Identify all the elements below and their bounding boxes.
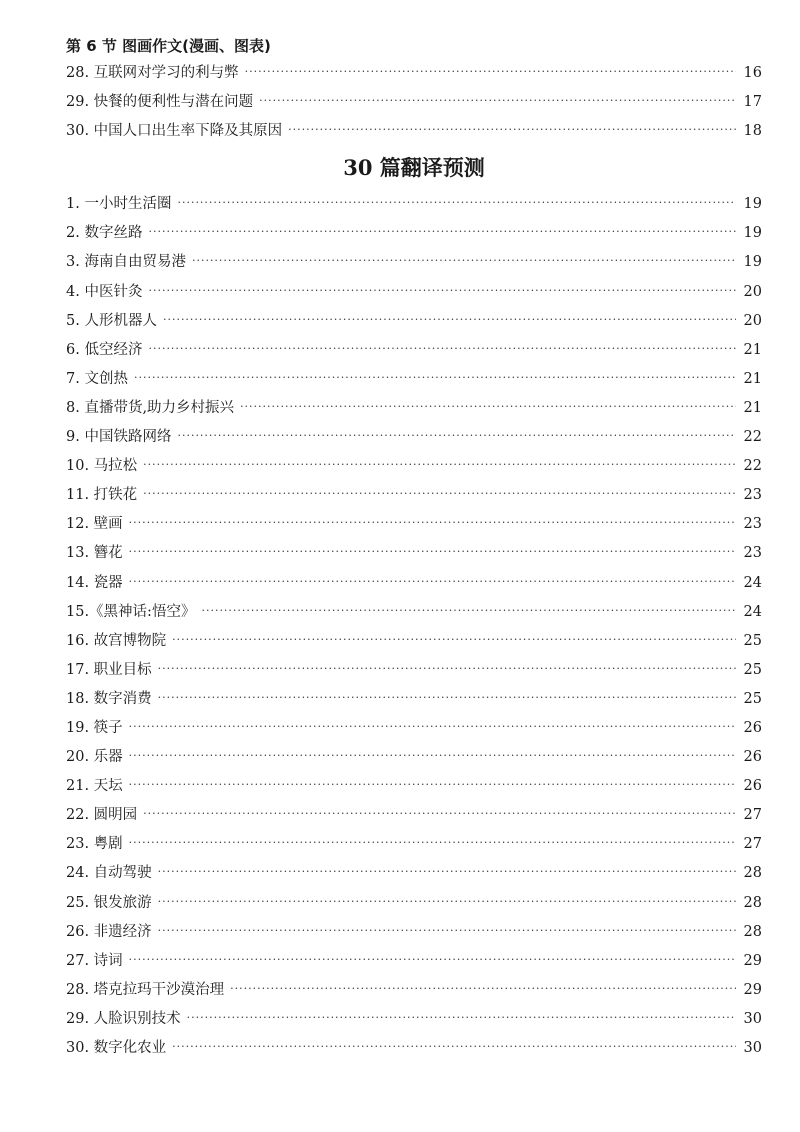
toc-entry-page-number: 19 [743,196,762,213]
toc-entry-page-number: 24 [743,574,762,591]
dot-leader [172,625,736,654]
toc-entry[interactable] [66,307,762,336]
dot-leader [201,596,736,625]
toc-entry[interactable] [66,423,762,452]
toc-entry-page-number: 25 [743,690,762,707]
dot-leader [143,799,736,828]
toc-entry[interactable] [66,365,762,394]
toc-entry[interactable] [66,219,762,248]
toc-entry[interactable] [66,117,762,146]
toc-entry-label: 16. 故宫博物院 [66,632,167,649]
toc-entry-page-number: 20 [743,312,762,329]
toc-entry-page-number: 26 [743,719,762,736]
toc-entry[interactable] [66,918,762,947]
toc-entry-page-number: 23 [743,516,762,533]
toc-entry-page-number: 19 [743,254,762,271]
toc-entry-label: 30. 中国人口出生率下降及其原因 [66,123,283,140]
toc-entry[interactable] [66,801,762,830]
toc-entry-page-number: 24 [743,603,762,620]
toc-entry-label: 23. 粤剧 [66,836,123,853]
toc-entry[interactable] [66,976,762,1005]
toc-entry[interactable] [66,336,762,365]
dot-leader [230,974,736,1003]
toc-entry-label: 13. 簪花 [66,545,123,562]
dot-leader [129,712,736,741]
dot-leader [129,945,736,974]
toc-entry-label: 21. 天坛 [66,778,123,795]
toc-entry[interactable] [66,656,762,685]
translation-list [66,190,762,1063]
toc-entry-label: 17. 职业目标 [66,661,152,678]
dot-leader [129,567,736,596]
dot-leader [240,392,736,421]
translation-title: 30 篇翻译预测 [343,155,485,181]
toc-entry-label: 27. 诗词 [66,952,123,969]
dot-leader [158,887,736,916]
toc-entry[interactable] [66,278,762,307]
toc-entry-page-number: 30 [743,1040,762,1056]
toc-entry-page-number: 21 [743,341,762,358]
toc-entry-page-number: 29 [743,981,762,998]
dot-leader [148,276,736,305]
toc-entry-label: 4. 中医针灸 [66,283,143,300]
toc-entry-page-number: 21 [743,399,762,416]
dot-leader [143,450,736,479]
toc-entry[interactable] [66,190,762,219]
toc-entry-label: 18. 数字消费 [66,690,152,707]
toc-entry-label: 28. 塔克拉玛干沙漠治理 [66,981,225,998]
toc-entry[interactable] [66,88,762,117]
toc-entry-page-number: 28 [743,894,762,911]
dot-leader [158,916,736,945]
toc-entry-label: 30. 数字化农业 [66,1040,167,1056]
toc-entry[interactable] [66,685,762,714]
toc-entry[interactable] [66,248,762,277]
dot-leader [187,1003,736,1032]
toc-entry-label: 6. 低空经济 [66,341,143,358]
toc-entry-label: 26. 非遗经济 [66,923,152,940]
toc-entry-page-number: 27 [743,836,762,853]
dot-leader [129,537,736,566]
toc-entry[interactable] [66,772,762,801]
toc-entry-label: 22. 圆明园 [66,807,138,824]
toc-entry[interactable] [66,539,762,568]
toc-entry[interactable] [66,627,762,656]
toc-entry-label: 11. 打铁花 [66,487,138,504]
toc-entry-page-number: 26 [743,749,762,766]
toc-entry-page-number: 22 [743,458,762,475]
toc-entry-label: 7. 文创热 [66,370,128,387]
toc-page [66,34,762,1063]
toc-entry[interactable] [66,714,762,743]
dot-leader [129,741,736,770]
toc-entry-page-number: 29 [743,952,762,969]
dot-leader [163,305,736,334]
toc-entry[interactable] [66,743,762,772]
toc-entry[interactable] [66,830,762,859]
dot-leader [158,857,736,886]
dot-leader [158,654,736,683]
toc-entry[interactable] [66,859,762,888]
toc-entry-page-number: 25 [743,661,762,678]
dot-leader [143,479,736,508]
toc-entry-page-number: 21 [743,370,762,387]
dot-leader [148,334,736,363]
toc-entry[interactable] [66,569,762,598]
toc-entry-label: 8. 直播带货,助力乡村振兴 [66,399,235,416]
toc-entry-page-number: 18 [743,123,762,140]
toc-entry[interactable] [66,1005,762,1034]
toc-entry[interactable] [66,481,762,510]
toc-entry[interactable] [66,598,762,627]
toc-entry[interactable] [66,452,762,481]
toc-entry-label: 29. 人脸识别技术 [66,1010,181,1027]
dot-leader [259,86,736,115]
toc-entry-label: 10. 马拉松 [66,458,138,475]
toc-entry[interactable] [66,889,762,918]
toc-entry-page-number: 16 [743,65,762,81]
toc-entry[interactable] [66,394,762,423]
dot-leader [245,57,736,86]
dot-leader [129,508,736,537]
toc-entry[interactable] [66,59,762,88]
toc-entry-page-number: 25 [743,632,762,649]
toc-entry-label: 15.《黑神话:悟空》 [66,603,196,620]
toc-entry-label: 25. 银发旅游 [66,894,152,911]
toc-entry-page-number: 28 [743,865,762,882]
toc-entry-page-number: 28 [743,923,762,940]
toc-entry-label: 29. 快餐的便利性与潜在问题 [66,94,254,111]
dot-leader [192,246,736,275]
toc-entry-page-number: 17 [743,94,762,111]
dot-leader [172,1032,736,1061]
dot-leader [177,421,736,450]
toc-entry-label: 24. 自动驾驶 [66,865,152,882]
section-heading: 第 6 节 图画作文(漫画、图表) [66,37,271,55]
toc-entry-label: 28. 互联网对学习的利与弊 [66,65,239,81]
toc-entry-page-number: 26 [743,778,762,795]
dot-leader [288,115,736,144]
toc-entry[interactable] [66,510,762,539]
toc-entry-label: 2. 数字丝路 [66,225,143,242]
dot-leader [129,828,736,857]
toc-entry-label: 14. 瓷器 [66,574,123,591]
section-list [66,59,762,146]
toc-entry-label: 1. 一小时生活圈 [66,196,172,213]
toc-entry-page-number: 30 [743,1010,762,1027]
toc-entry-page-number: 23 [743,545,762,562]
toc-entry-page-number: 22 [743,429,762,446]
toc-entry-page-number: 19 [743,225,762,242]
dot-leader [129,770,736,799]
dot-leader [177,188,736,217]
toc-entry-label: 12. 壁画 [66,516,123,533]
dot-leader [148,217,736,246]
toc-entry-label: 3. 海南自由贸易港 [66,254,186,271]
toc-entry-label: 5. 人形机器人 [66,312,157,329]
toc-entry[interactable] [66,947,762,976]
toc-entry-label: 19. 筷子 [66,719,123,736]
toc-entry-page-number: 20 [743,283,762,300]
dot-leader [134,363,736,392]
toc-entry-page-number: 23 [743,487,762,504]
toc-entry-label: 20. 乐器 [66,749,123,766]
toc-entry-label: 9. 中国铁路网络 [66,429,172,446]
toc-entry[interactable] [66,1034,762,1063]
dot-leader [158,683,736,712]
toc-entry-page-number: 27 [743,807,762,824]
